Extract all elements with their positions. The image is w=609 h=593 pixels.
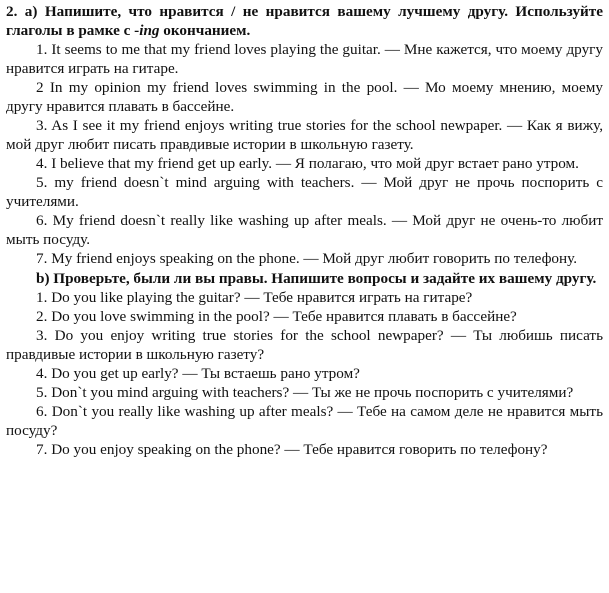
section-a-item-4: 4. I believe that my friend get up early. — Я полагаю, что мой друг встает рано утром.	[36, 155, 579, 172]
section-a-item-6: 6. My friend doesn`t really like washing up after meals. — Мой друг не очень-то любит мыть посуду.	[6, 212, 603, 248]
section-b-item-1: 1. Do you like playing the guitar? — Тебе нравится играть на гитаре?	[36, 289, 473, 306]
section-b-item-2: 2. Do you love swimming in the pool? — Тебе нравится плавать в бассейне?	[36, 308, 517, 325]
section-a-heading-text: 2. а) Напишите, что нравится / не нравится вашему лучшему другу. Используйте глаголы в рамке с -	[6, 3, 603, 39]
section-a-item-1: 1. It seems to me that my friend loves playing the guitar. — Мне кажется, что моему другу нравится играть на гитаре.	[6, 41, 603, 77]
section-b-heading: b) Проверьте, были ли вы правы. Напишите вопросы и задайте их вашему другу.	[36, 270, 597, 287]
section-b-item-5: 5. Don`t you mind arguing with teachers? — Ты же не прочь поспорить с учителями?	[36, 384, 574, 401]
section-b-list	[6, 288, 603, 459]
section-a-item-2: 2 In my opinion my friend loves swimming in the pool. — Мо моему мнению, моему другу нравится плавать в бассейне.	[6, 79, 603, 115]
section-a-heading-ing: ing	[139, 22, 160, 39]
section-b-item-6: 6. Don`t you really like washing up after meals? — Тебе на самом деле не нравится мыть посуду?	[6, 403, 603, 439]
section-a-list	[6, 40, 603, 268]
section-b-item-7: 7. Do you enjoy speaking on the phone? — Тебе нравится говорить по телефону?	[36, 441, 548, 458]
section-b-item-4: 4. Do you get up early? — Ты встаешь рано утром?	[36, 365, 360, 382]
section-a-heading-end: окончанием.	[159, 22, 251, 39]
section-a-item-3: 3. As I see it my friend enjoys writing true stories for the school newpaper. — Как я вижу, мой друг любит писать правдивые истории в школьную газету.	[6, 117, 603, 153]
section-a-item-5: 5. my friend doesn`t mind arguing with teachers. — Мой друг не прочь поспорить с учителями.	[6, 174, 603, 210]
section-a-heading	[6, 2, 603, 40]
section-b-item-3: 3. Do you enjoy writing true stories for the school newpaper? — Ты любишь писать правдивые истории в школьную газету?	[6, 327, 603, 363]
section-a-item-7: 7. My friend enjoys speaking on the phone. — Мой друг любит говорить по телефону.	[36, 250, 578, 267]
